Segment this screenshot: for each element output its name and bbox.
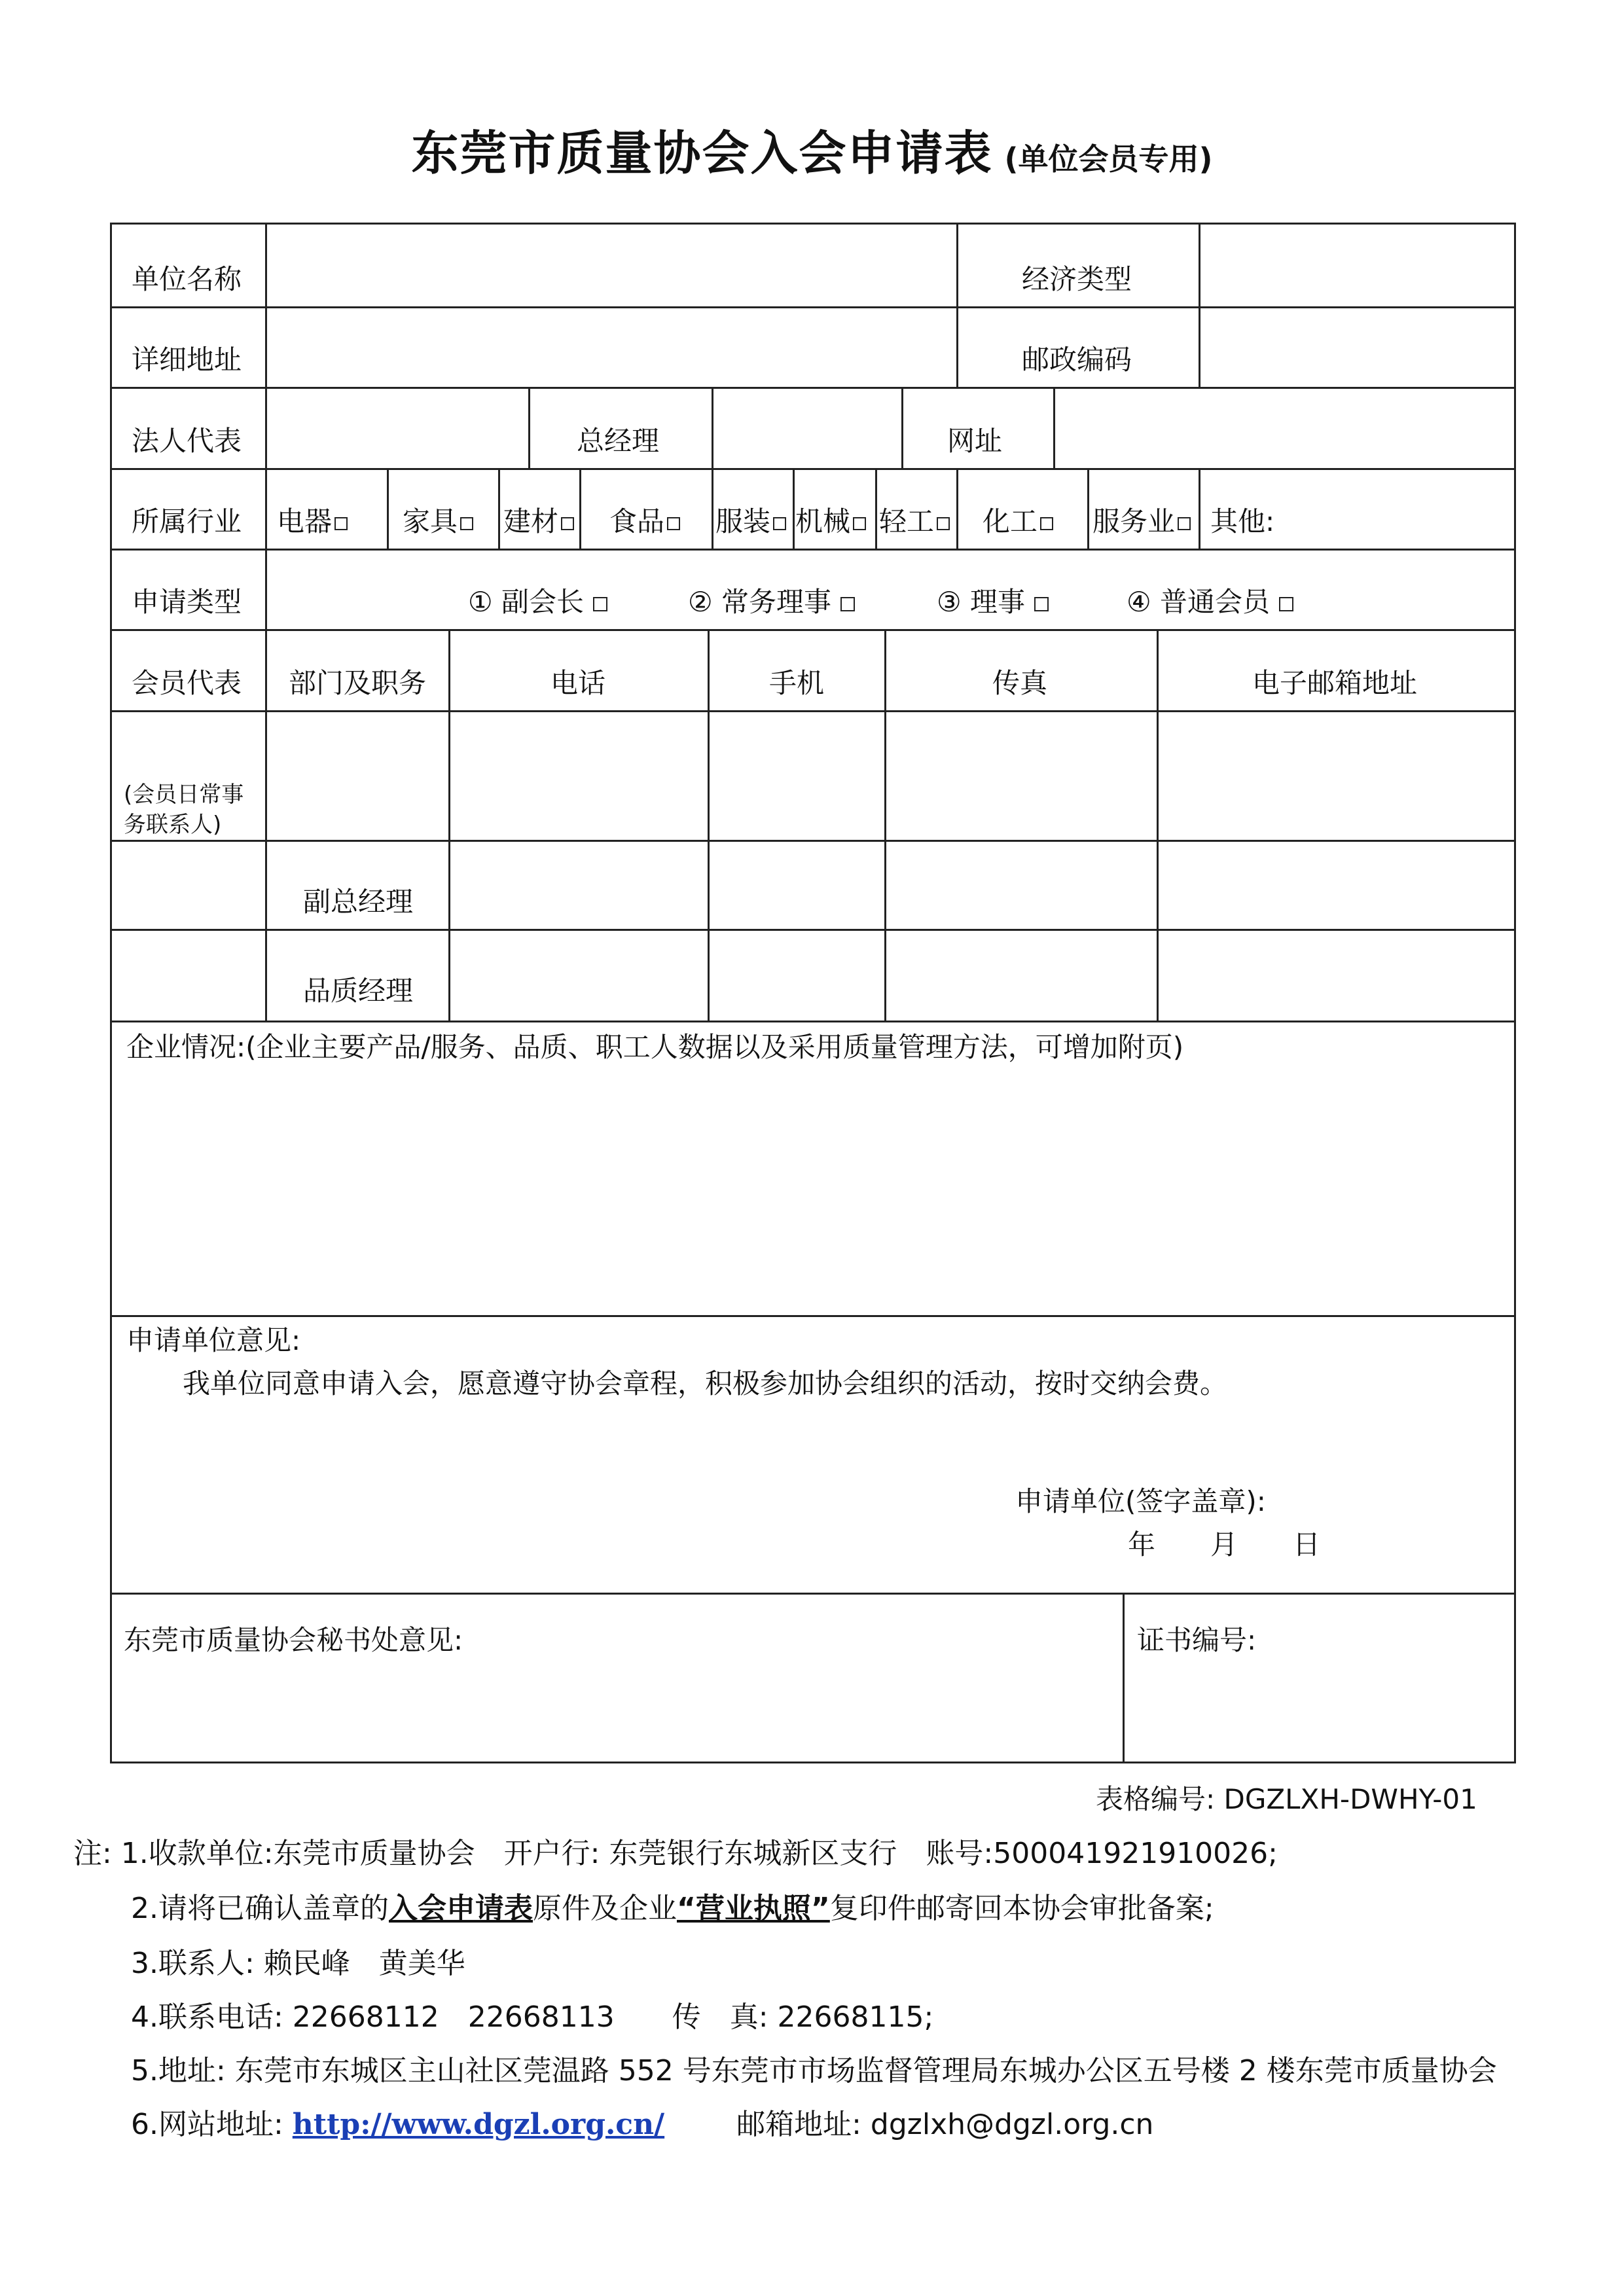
col-divider (498, 468, 500, 549)
row-divider (112, 1315, 1514, 1317)
secretariat-opinion: 东莞市质量协会秘书处意见: (124, 1624, 463, 1656)
form-code: 表格编号: DGZLXH-DWHY-01 (1096, 1783, 1477, 1815)
col-divider (1053, 387, 1055, 468)
col-divider (708, 629, 710, 1021)
apply-option[interactable]: ② 常务理事 (688, 588, 855, 616)
checkbox-icon (593, 597, 607, 611)
label-quality-manager: 品质经理 (303, 975, 414, 1007)
industry-option[interactable]: 轻工 (879, 508, 950, 535)
apply-option[interactable]: ③ 理事 (937, 588, 1049, 616)
col-divider (956, 468, 958, 549)
label-address: 详细地址 (132, 344, 242, 376)
col-divider (712, 468, 713, 549)
checkbox-icon (561, 517, 574, 530)
date-label: 年 月 日 (1128, 1528, 1321, 1561)
industry-option[interactable]: 服装 (715, 508, 786, 535)
label-website: 网址 (947, 425, 1003, 457)
col-header-mobile: 手机 (769, 667, 825, 699)
row-divider (112, 306, 1514, 308)
label-general-manager: 总经理 (577, 425, 660, 457)
industry-option[interactable]: 家具 (403, 508, 473, 535)
label-member-rep: 会员代表 (132, 667, 242, 699)
row-divider (112, 1593, 1514, 1595)
note-5: 5.地址: 东莞市东城区主山社区莞温路 552 号东莞市市场监督管理局东城办公区五号楼 2 楼东莞市质量协会 (131, 2054, 1497, 2087)
website-link[interactable]: http://www.dgzl.org.cn/ (292, 2108, 665, 2141)
col-header-fax: 传真 (992, 667, 1048, 699)
checkbox-icon (773, 517, 786, 530)
checkbox-icon (853, 517, 866, 530)
label-industry: 所属行业 (132, 505, 242, 537)
checkbox-icon (1178, 517, 1191, 530)
col-divider (1199, 225, 1200, 387)
label-postcode: 邮政编码 (1022, 344, 1132, 376)
col-divider (387, 468, 389, 549)
row-divider (112, 840, 1514, 842)
col-header-phone: 电话 (550, 667, 606, 699)
row-divider (112, 468, 1514, 470)
industry-option[interactable]: 服务业 (1092, 508, 1191, 535)
col-divider (579, 468, 581, 549)
col-divider (448, 629, 450, 1021)
opinion-title: 申请单位意见: (126, 1324, 301, 1356)
note-3: 3.联系人: 赖民峰 黄美华 (131, 1947, 465, 1980)
daily-contact-note: (会员日常事务联系人) (124, 782, 244, 838)
industry-option[interactable]: 电器 (277, 508, 348, 535)
row-divider (112, 387, 1514, 389)
row-divider (112, 710, 1514, 712)
email-address: 邮箱地址: dgzlxh@dgzl.org.cn (736, 2108, 1154, 2141)
sign-label: 申请单位(签字盖章): (1015, 1485, 1266, 1517)
checkbox-icon (1040, 517, 1053, 530)
checkbox-icon (1034, 597, 1049, 611)
label-legal-rep: 法人代表 (132, 425, 242, 457)
checkbox-icon (1279, 597, 1293, 611)
col-divider (528, 387, 530, 468)
industry-option[interactable]: 机械 (795, 508, 866, 535)
label-economy-type: 经济类型 (1022, 263, 1132, 295)
col-divider (956, 225, 958, 387)
checkbox-icon (334, 517, 348, 530)
industry-other: 其他: (1210, 505, 1275, 537)
col-divider (901, 387, 903, 468)
checkbox-icon (460, 517, 473, 530)
col-divider (712, 387, 713, 468)
row-divider (112, 1021, 1514, 1022)
note-1: 注: 1.收款单位:东莞市质量协会 开户行: 东莞银行东城新区支行 账号:500041921910026; (73, 1837, 1278, 1870)
application-form-table (110, 223, 1516, 1763)
col-divider (875, 468, 877, 549)
apply-option[interactable]: ① 副会长 (468, 588, 607, 616)
note-2: 2.请将已确认盖章的入会申请表原件及企业“营业执照”复印件邮寄回本协会审批备案; (131, 1892, 1214, 1925)
col-header-email: 电子邮箱地址 (1252, 667, 1418, 699)
checkbox-icon (937, 517, 950, 530)
checkbox-icon (667, 517, 680, 530)
label-unit-name: 单位名称 (132, 263, 242, 295)
industry-option[interactable]: 化工 (983, 508, 1053, 535)
company-info-label: 企业情况:(企业主要产品/服务、品质、职工人数据以及采用质量管理方法，可增加附页) (126, 1031, 1184, 1063)
title-main: 东莞市质量协会入会申请表 (411, 126, 993, 181)
note-6: 6.网站地址: http://www.dgzl.org.cn/ 邮箱地址: dgzlxh@dgzl.org.cn (131, 2108, 1154, 2141)
col-divider (1087, 468, 1089, 549)
opinion-text: 我单位同意申请入会，愿意遵守协会章程，积极参加协会组织的活动，按时交纳会费。 (183, 1367, 1228, 1400)
apply-option[interactable]: ④ 普通会员 (1127, 588, 1293, 616)
note-4: 4.联系电话: 22668112 22668113 传 真: 22668115; (131, 2000, 934, 2034)
col-divider (1157, 629, 1159, 1021)
col-divider (1123, 1593, 1125, 1762)
col-divider (793, 468, 795, 549)
row-divider (112, 929, 1514, 931)
row-divider (112, 549, 1514, 551)
label-vice-gm: 副总经理 (303, 886, 414, 918)
col-header-department: 部门及职务 (289, 667, 427, 699)
industry-option[interactable]: 食品 (609, 508, 680, 535)
col-divider (265, 225, 267, 1021)
row-divider (112, 629, 1514, 631)
cert-no-label: 证书编号: (1137, 1624, 1257, 1656)
industry-option[interactable]: 建材 (503, 508, 574, 535)
title-subtitle: (单位会员专用) (1004, 141, 1213, 177)
col-divider (1199, 468, 1200, 549)
form-title (0, 115, 1624, 183)
checkbox-icon (840, 597, 855, 611)
col-divider (884, 629, 886, 1021)
label-apply-type: 申请类型 (132, 586, 242, 618)
